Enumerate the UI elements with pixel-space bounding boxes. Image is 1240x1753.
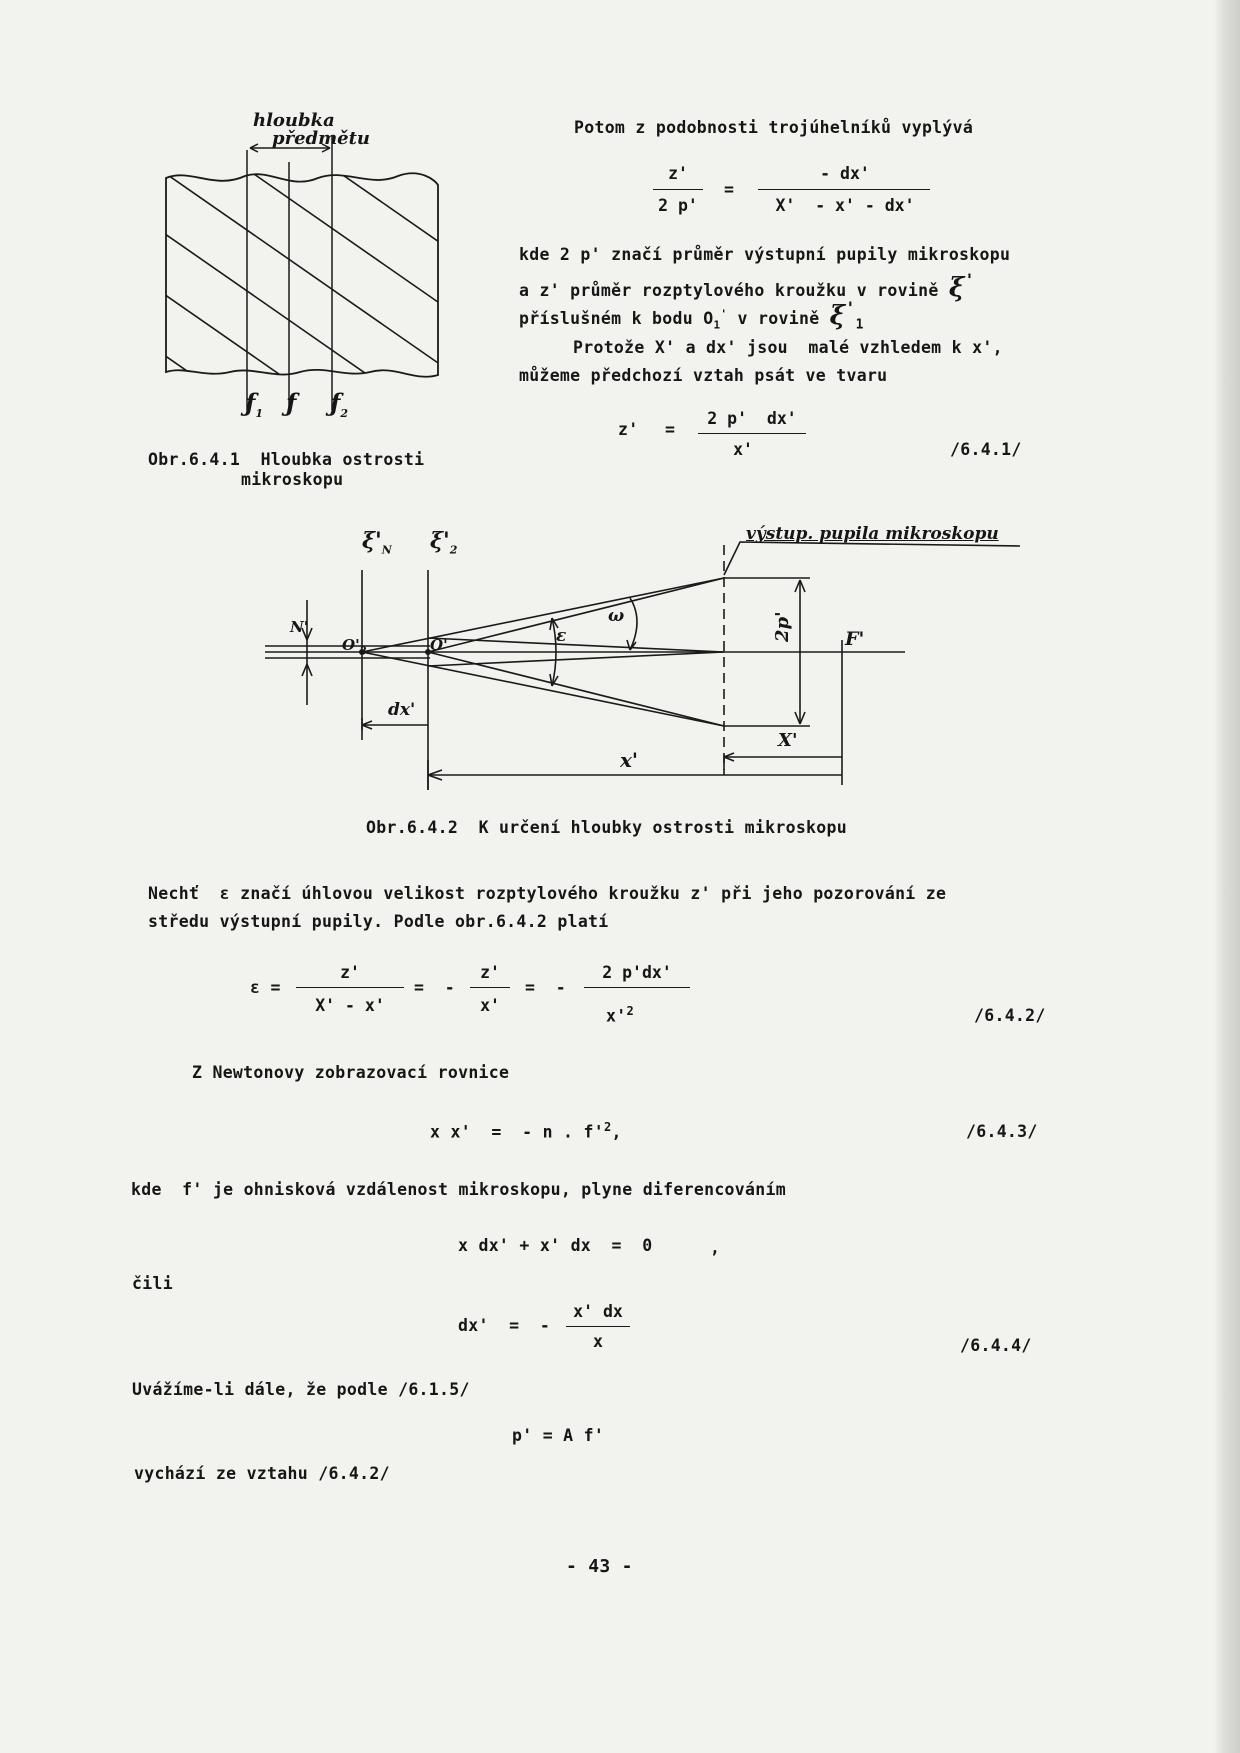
intro-text: Potom z podobnosti trojúhelníků vyplývá bbox=[574, 118, 974, 137]
eq5-tag: /6.4.4/ bbox=[960, 1336, 1032, 1355]
para2-line1: Protože X' a dx' jsou malé vzhledem k x', bbox=[573, 338, 1003, 357]
fig2-label-xi-2: $\xi'_2$ bbox=[430, 528, 458, 557]
para3-line1: Nechť ε značí úhlovou velikost rozptylového kroužku z' při jeho pozorování ze bbox=[148, 884, 947, 903]
eq2-den2: x' bbox=[480, 996, 500, 1015]
fig1-label-f2: $ƒ_2$ bbox=[330, 388, 348, 420]
fig1-label-f: ƒ bbox=[286, 388, 297, 417]
fig2-label-F: F' bbox=[845, 628, 865, 650]
eq0-equals: = bbox=[724, 180, 735, 199]
para1-line1: kde 2 p' značí průměr výstupní pupily mikroskopu bbox=[519, 245, 1011, 264]
eq1-lhs: z' bbox=[618, 420, 639, 439]
para6: čili bbox=[132, 1274, 173, 1293]
fig2-label-x: x' bbox=[620, 748, 639, 772]
para2-line2: můžeme předchozí vztah psát ve tvaru bbox=[519, 366, 888, 385]
eq1-tag: /6.4.1/ bbox=[950, 440, 1022, 459]
eq2-num2: z' bbox=[480, 963, 500, 982]
para1-line2: a z' průměr rozptylového kroužku v rovině ξ' bbox=[519, 271, 975, 303]
eq0-rhs-denominator: X' - x' - dx' bbox=[775, 196, 915, 215]
eq2-bar3 bbox=[584, 987, 690, 988]
eq2-tag: /6.4.2/ bbox=[974, 1006, 1046, 1025]
eq5-numerator: x' dx bbox=[573, 1302, 623, 1321]
eq4: x dx' + x' dx = 0 bbox=[458, 1236, 653, 1255]
para7: Uvážíme-li dále, že podle /6.1.5/ bbox=[132, 1380, 470, 1399]
eq1-numerator: 2 p' dx' bbox=[707, 409, 797, 428]
eq2-den3: $x'^2$ bbox=[606, 1004, 634, 1026]
fig2-label-O: O' bbox=[430, 636, 448, 654]
fig2-label-2p: 2p' bbox=[772, 611, 793, 642]
para8: vychází ze vztahu /6.4.2/ bbox=[134, 1464, 390, 1483]
eq0-rhs-numerator: - dx' bbox=[820, 164, 870, 183]
eq2-num1: z' bbox=[340, 963, 360, 982]
fig2-label-dx: dx' bbox=[388, 700, 416, 720]
eq1-equals: = bbox=[665, 420, 676, 439]
eq5-lhs: dx' = - bbox=[458, 1316, 551, 1335]
eq5-denominator: x bbox=[593, 1332, 603, 1351]
eq0-lhs-denominator: 2 p' bbox=[658, 196, 698, 215]
eq2-bar1 bbox=[296, 987, 404, 988]
fig2-label-X: X' bbox=[778, 730, 798, 751]
fig1-label-object: předmětu bbox=[272, 128, 371, 149]
fig2-label-O2: $O'_2$ bbox=[342, 636, 367, 657]
fig2-caption: Obr.6.4.2 K určení hloubky ostrosti mikroskopu bbox=[366, 818, 847, 837]
fig2-label-N: N' bbox=[290, 618, 309, 636]
para1-line3: příslušném k bodu $O_1'$ v rovině $\xi'_1$ bbox=[519, 299, 864, 333]
eq2-bar2 bbox=[470, 987, 510, 988]
eq3: x x' = - n . $f'^2$, bbox=[430, 1120, 622, 1142]
eq4-comma: , bbox=[710, 1238, 721, 1257]
fig1-caption-line1: Obr.6.4.1 Hloubka ostrosti bbox=[148, 450, 425, 469]
eq0-lhs-numerator: z' bbox=[668, 164, 688, 183]
fig2-label-xi-N: $\xi'_N$ bbox=[362, 528, 392, 557]
eq2-epsilon: ε = bbox=[250, 978, 281, 997]
para4: Z Newtonovy zobrazovací rovnice bbox=[192, 1063, 510, 1082]
eq2-num3: 2 p'dx' bbox=[602, 963, 672, 982]
eq2-den1: X' - x' bbox=[315, 996, 385, 1015]
fig1-label-f1: $ƒ_1$ bbox=[245, 388, 263, 420]
fig1-label-depth: hloubka bbox=[253, 110, 335, 131]
fig2-label-exit-pupil: výstup. pupila mikroskopu bbox=[746, 524, 999, 544]
page-number: - 43 - bbox=[566, 1556, 633, 1577]
eq5-bar bbox=[566, 1326, 630, 1327]
eq2-equals1: = - bbox=[414, 978, 455, 997]
fig1-caption-line2: mikroskopu bbox=[241, 470, 344, 489]
para5: kde f' je ohnisková vzdálenost mikroskopu, plyne diferencováním bbox=[131, 1180, 786, 1199]
fig2-label-omega: ω bbox=[608, 606, 625, 626]
eq3-tag: /6.4.3/ bbox=[966, 1122, 1038, 1141]
eq2-equals2: = - bbox=[525, 978, 566, 997]
eq6: p' = A f' bbox=[512, 1426, 605, 1445]
fig2-label-epsilon: ε bbox=[556, 626, 567, 646]
para3-line2: středu výstupní pupily. Podle obr.6.4.2 platí bbox=[148, 912, 609, 931]
eq1-denominator: x' bbox=[733, 440, 753, 459]
